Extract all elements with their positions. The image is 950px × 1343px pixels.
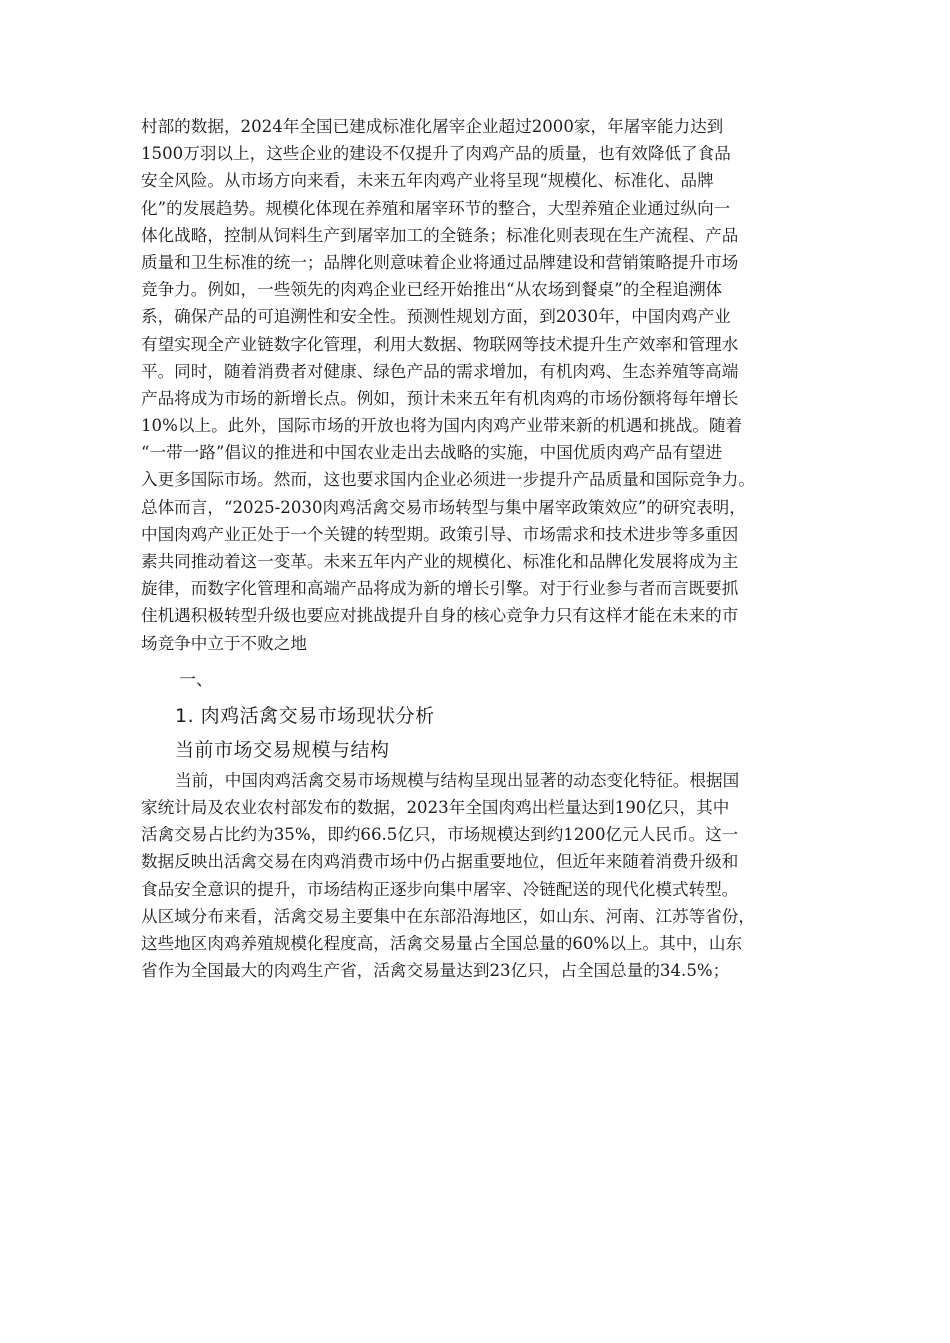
paragraph-market-scale — [141, 767, 816, 985]
text-line: 质量和卫生标准的统一；品牌化则意味着企业将通过品牌建设和营销策略提升市场 — [141, 252, 739, 272]
text-line: 从区域分布来看，活禽交易主要集中在东部沿海地区，如山东、河南、江苏等省份， — [141, 906, 755, 926]
text-line: 体化战略，控制从饲料生产到屠宰加工的全链条；标准化则表现在生产流程、产品 — [141, 225, 739, 245]
text-line: 素共同推动着这一变革。未来五年内产业的规模化、标准化和品牌化发展将成为主 — [141, 552, 739, 571]
text-line: 系，确保产品的可追溯性和安全性。预测性规划方面，到2030年，中国肉鸡产业 — [141, 307, 731, 327]
text-line: 竞争力。例如，一些领先的肉鸡企业已经开始推出“从农场到餐桌”的全程追溯体 — [141, 280, 723, 300]
text-line: 平。同时，随着消费者对健康、绿色产品的需求增加，有机肉鸡、生态养殖等高端 — [141, 361, 739, 381]
text-line: 总体而言，“2025-2030肉鸡活禽交易市场转型与集中屠宰政策效应”的研究表明， — [141, 497, 746, 517]
paragraph-market-direction — [141, 113, 816, 657]
text-line: 旋律，而数字化管理和高端产品将成为新的增长引擎。对于行业参与者而言既要抓 — [141, 579, 739, 599]
text-line: 入更多国际市场。然而，这也要求国内企业必须进一步提升产品质量和国际竞争力。 — [141, 470, 755, 490]
text-line: 中国肉鸡产业正处于一个关键的转型期。政策引导、市场需求和技术进步等多重因 — [141, 524, 739, 544]
text-line: 1500万羽以上，这些企业的建设不仅提升了肉鸡产品的质量，也有效降低了食品 — [141, 144, 731, 164]
document-body — [141, 113, 816, 984]
text-line: 这些地区肉鸡养殖规模化程度高，活禽交易量占全国总量的60%以上。其中，山东 — [141, 933, 743, 953]
text-line: 当前，中国肉鸡活禽交易市场规模与结构呈现出显著的动态变化特征。根据国 — [175, 770, 740, 790]
section-marker: 一、 — [179, 669, 213, 690]
text-line: 家统计局及农业农村部发布的数据，2023年全国肉鸡出栏量达到190亿只，其中 — [141, 797, 730, 817]
text-line: 数据反映出活禽交易在肉鸡消费市场中仍占据重要地位，但近年来随着消费升级和 — [141, 852, 739, 872]
section-heading: 1. 肉鸡活禽交易市场现状分析 — [175, 704, 435, 727]
text-line: 产品将成为市场的新增长点。例如，预计未来五年有机肉鸡的市场份额将每年增长 — [141, 388, 739, 408]
text-line: 有望实现全产业链数字化管理，利用大数据、物联网等技术提升生产效率和管理水 — [141, 334, 739, 354]
text-line: 省作为全国最大的肉鸡生产省，活禽交易量达到23亿只，占全国总量的34.5%； — [141, 961, 730, 981]
text-line: 10%以上。此外，国际市场的开放也将为国内肉鸡产业带来新的机遇和挑战。随着 — [141, 416, 743, 436]
text-line: 村部的数据，2024年全国已建成标准化屠宰企业超过2000家，年屠宰能力达到 — [141, 117, 724, 136]
subsection-heading: 当前市场交易规模与结构 — [175, 738, 390, 761]
text-line: 场竞争中立于不败之地 — [141, 633, 307, 653]
text-line: 活禽交易占比约为35%，即约66.5亿只，市场规模达到约1200亿元人民币。这一 — [141, 825, 739, 845]
text-line: 住机遇积极转型升级也要应对挑战提升自身的核心竞争力只有这样才能在未来的市 — [141, 606, 739, 626]
text-line: 化”的发展趋势。规模化体现在养殖和屠宰环节的整合，大型养殖企业通过纵向一 — [141, 198, 731, 218]
text-line: 安全风险。从市场方向来看，未来五年肉鸡产业将呈现“规模化、标准化、品牌 — [141, 171, 714, 191]
text-line: “一带一路”倡议的推进和中国农业走出去战略的实施，中国优质肉鸡产品有望进 — [141, 443, 723, 463]
text-line: 食品安全意识的提升，市场结构正逐步向集中屠宰、冷链配送的现代化模式转型。 — [141, 879, 739, 899]
